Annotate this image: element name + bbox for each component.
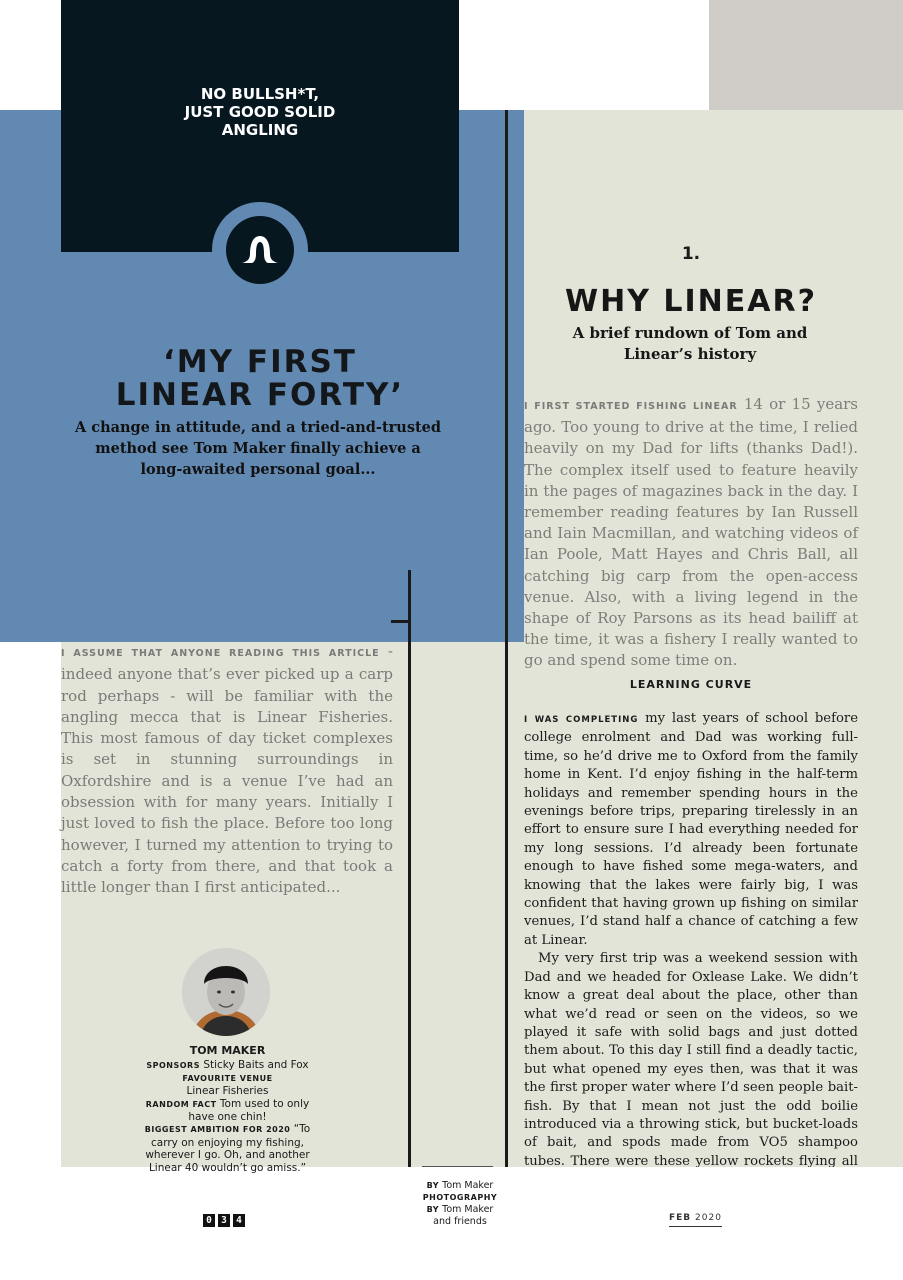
subhead-learning-curve: LEARNING CURVE — [629, 678, 753, 691]
author-name: TOM MAKER — [189, 1044, 266, 1057]
body-paragraph — [524, 710, 858, 950]
author-sponsors — [140, 1059, 315, 1072]
author-fact — [140, 1098, 315, 1124]
photographer: Tom Maker — [442, 1204, 494, 1215]
body-lead-in: I WAS COMPLETING — [524, 715, 639, 725]
fact-value: Tom used to only have one chin! — [188, 1097, 310, 1124]
byline-author: Tom Maker — [442, 1180, 494, 1191]
page-digit: 4 — [233, 1214, 245, 1227]
sponsors-label: SPONSORS — [146, 1061, 200, 1071]
page-number — [203, 1214, 245, 1227]
venue-label: FAVOURITE VENUE — [182, 1073, 273, 1083]
venue-value: Linear Fisheries — [186, 1085, 269, 1098]
page-digit: 0 — [203, 1214, 215, 1227]
top-right-grey-block — [709, 0, 903, 110]
section-intro — [524, 394, 858, 672]
ambition-value: “To carry on enjoying my fishing, wherever I go. Oh, and another Linear 40 wouldn’t go amiss.” — [145, 1123, 311, 1174]
section-subtitle: A brief rundown of Tom and Linear’s history — [572, 324, 808, 363]
fact-label: RANDOM FACT — [145, 1099, 217, 1109]
photographer-extra: and friends — [433, 1216, 487, 1227]
section-intro-text: 14 or 15 years ago. Too young to drive at the time, I relied heavily on my Dad for lifts (thanks Dad!). The complex itself used to feature heavily in the pages of magazines back in the day. I remember reading features by Ian Russell and Iain Macmillan, and watching videos of Ian Poole, Matt Hayes and Chris Ball, all catching big carp from the open-access venue. Also, with a living legend in the shape of Roy Parsons as its head bailiff at the time, it was a fishery I really wanted to go and spend some time on. — [524, 395, 859, 670]
linear-fisheries-logo-icon — [226, 216, 294, 284]
issue-year: 2020 — [695, 1213, 722, 1223]
issue-month: FEB — [669, 1213, 692, 1223]
feature-headline: ‘MY FIRST LINEAR FORTY’ — [115, 344, 405, 413]
section-title: WHY LINEAR? — [565, 284, 817, 319]
credits — [410, 1180, 510, 1228]
byline — [410, 1180, 510, 1192]
by-label: BY — [426, 1181, 440, 1190]
banner-tagline: NO BULLSH*T, JUST GOOD SOLID ANGLING — [184, 85, 336, 139]
author-avatar — [182, 948, 270, 1036]
intro-text: - indeed anyone that’s ever picked up a carp rod perhaps - will be familiar with the angling mecca that is Linear Fisheries. This most famous of day ticket complexes is set in stunning surroundings in Oxfordshire and is a venue I’ve had an obsession with for many years. Initially I just loved to fish the place. Before too long however, I turned my attention to trying to catch a forty from there, and that took a little longer than I first anticipated... — [61, 642, 393, 897]
photo-by-label: BY — [426, 1205, 440, 1214]
feature-intro — [61, 641, 393, 899]
left-divider — [408, 570, 411, 1167]
photography-label: PHOTOGRAPHY — [422, 1193, 498, 1202]
ambition-label: BIGGEST AMBITION FOR 2020 — [144, 1125, 291, 1135]
author-card — [140, 1045, 315, 1174]
photo-credit — [410, 1204, 510, 1216]
section-lead-in: I FIRST STARTED FISHING LINEAR — [524, 401, 738, 412]
section-number: 1. — [681, 244, 701, 264]
body-text — [524, 710, 858, 1167]
column-divider — [505, 110, 508, 1167]
issue-date — [669, 1213, 722, 1227]
page-digit: 3 — [218, 1214, 230, 1227]
credits-rule — [422, 1166, 493, 1167]
intro-lead-in: I ASSUME THAT ANYONE READING THIS ARTICLE — [61, 648, 380, 659]
body-paragraph-2: My very first trip was a weekend session with Dad and we headed for Oxlease Lake. We didn’t know a great deal about the place, other than what we’d read or seen on the videos, so we played it safe with solid bags and just dotted them about. To this day I still find a deadly tactic, but what opened my eyes then, was that it was the first proper water where I’d seen people bait-fish. By that I mean not just the odd boilie introduced via a throwing stick, but bucket-loads of bait, and spods made from VO5 shampoo tubes. There were these yellow rockets flying all — [524, 951, 858, 1167]
sponsors-value: Sticky Baits and Fox — [203, 1059, 309, 1072]
divider-tick — [391, 620, 409, 623]
feature-standfirst: A change in attitude, and a tried-and-trusted method see Tom Maker finally achieve a long-awaited personal goal... — [74, 419, 442, 478]
author-ambition — [140, 1123, 315, 1174]
body-paragraph-1: my last years of school before college enrolment and Dad was working full-time, so he’d drive me to Oxford from the family home in Kent. I’d enjoy fishing in the half-term holidays and remember spending hours in the evenings before trips, preparing tirelessly in an effort to ensure sure I had everything needed for my long sessions. I’d already been fortunate enough to have fished some mega-waters, and knowing that the lakes were fairly big, I was confident that having grown up fishing on similar venues, I’d stand half a chance of catching a few at Linear. — [524, 711, 858, 948]
